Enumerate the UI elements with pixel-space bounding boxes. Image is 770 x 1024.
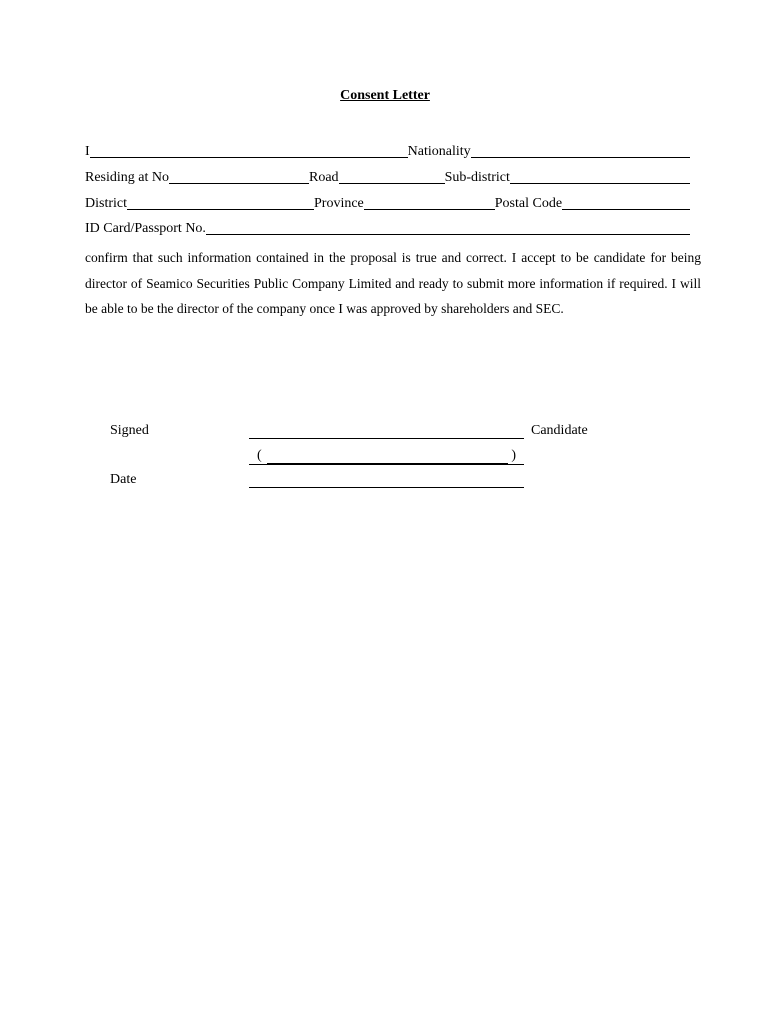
printed-name-line [267, 463, 508, 464]
open-paren: ( [257, 448, 262, 463]
road-label: Road [309, 170, 339, 185]
subdistrict-label: Sub-district [444, 170, 510, 185]
nationality-label: Nationality [407, 144, 471, 159]
consent-body-text: confirm that such information contained in the proposal is true and correct. I accept to be candidate for being director of Seamico Securities Public Company Limited and ready to submit more information if required. I will be able to be the director of the company once I was approved by shareholders and SEC. [85, 250, 701, 316]
candidate-label: Candidate [531, 423, 588, 438]
date-label: Date [110, 472, 137, 487]
address-row-1 [85, 168, 690, 186]
road-field[interactable] [339, 170, 445, 184]
postal-code-label: Postal Code [494, 196, 563, 211]
district-label: District [85, 196, 127, 211]
province-label: Province [314, 196, 364, 211]
close-paren: ) [511, 448, 516, 463]
id-card-label: ID Card/Passport No. [85, 221, 206, 236]
residing-label: Residing at No [85, 170, 169, 185]
nationality-field[interactable] [471, 144, 690, 158]
id-card-row [85, 219, 690, 237]
name-field[interactable] [90, 144, 408, 158]
signed-label: Signed [110, 423, 149, 438]
i-label: I [85, 144, 90, 159]
subdistrict-field[interactable] [510, 170, 690, 184]
residing-number-field[interactable] [169, 170, 309, 184]
date-field[interactable] [249, 487, 524, 488]
district-field[interactable] [127, 196, 314, 210]
name-nationality-row [85, 142, 690, 160]
province-field[interactable] [364, 196, 495, 210]
address-row-2 [85, 194, 690, 212]
signature-line[interactable] [249, 438, 524, 439]
page-title: Consent Letter [340, 88, 430, 103]
postal-code-field[interactable] [562, 196, 690, 210]
printed-name-field[interactable] [249, 448, 524, 465]
id-card-field[interactable] [206, 221, 690, 235]
